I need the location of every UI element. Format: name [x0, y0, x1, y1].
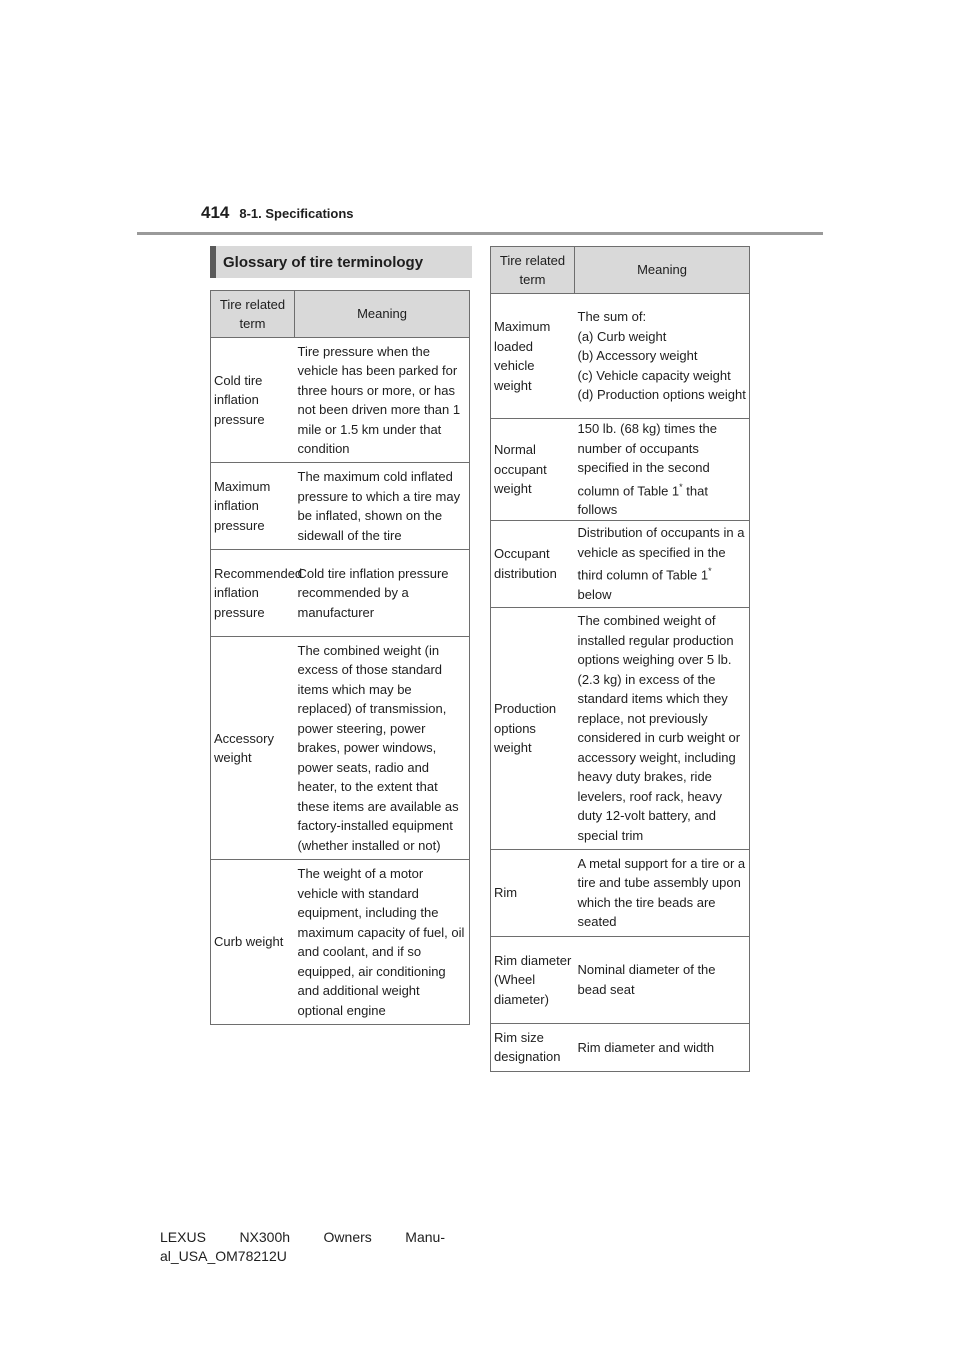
meaning-line: Distribution of occupants in a vehicle as specified in the third column of Table 1* below [577, 525, 745, 602]
table-row [491, 419, 750, 521]
term-cell: Occupant distribution [491, 520, 575, 607]
term-cell: Curb weight [211, 860, 295, 1025]
meaning-line: A metal support for a tire or a tire and tube assembly upon which the tire beads are seated [577, 855, 746, 930]
meaning-cell [575, 849, 750, 936]
term-column-header: Tire related term [211, 291, 295, 338]
term-cell: Maximum inflation pressure [211, 463, 295, 550]
meaning-cell [575, 419, 750, 521]
meaning-line: 150 lb. (68 kg) times the number of occupants specified in the second column of Table 1* that follows [577, 421, 717, 518]
footer-manual-title [160, 1228, 445, 1247]
term-cell: Rim size designation [491, 1023, 575, 1071]
footer-word: Owners [323, 1229, 372, 1245]
meaning-column-header: Meaning [295, 291, 470, 338]
table-row [211, 550, 470, 637]
glossary-table-right [490, 246, 750, 1072]
meaning-line: (b) Accessory weight [577, 348, 698, 364]
meaning-cell: The maximum cold inflated pressure to which a tire may be inflated, shown on the sidewall of the tire [295, 463, 470, 550]
footer-manual-code: al_USA_OM78212U [160, 1248, 287, 1264]
header-rule [137, 232, 823, 235]
glossary-table-left [210, 290, 470, 1025]
footer-word: LEXUS [160, 1229, 206, 1245]
table-row [211, 860, 470, 1025]
meaning-cell [575, 1023, 750, 1071]
term-cell: Rim diameter (Wheel diameter) [491, 936, 575, 1023]
meaning-cell [575, 520, 750, 607]
term-cell: Cold tire inflation pressure [211, 338, 295, 463]
table-row [491, 607, 750, 849]
table-row [211, 637, 470, 860]
meaning-cell: The weight of a motor vehicle with standard equipment, including the maximum capacity of fuel, oil and coolant, and if so equipped, air conditioning and additional weight optional engine [295, 860, 470, 1025]
meaning-column-header: Meaning [575, 247, 750, 294]
meaning-line: (d) Production options weight [577, 387, 746, 403]
meaning-cell [575, 607, 750, 849]
table-header-row [211, 291, 470, 338]
table-row [491, 936, 750, 1023]
glossary-left-body [211, 338, 470, 1025]
meaning-cell: Tire pressure when the vehicle has been parked for three hours or more, or has not been driven more than 1 mile or 1.5 km under that condition [295, 338, 470, 463]
term-cell: Normal occupant weight [491, 419, 575, 521]
meaning-line: The sum of: [577, 309, 647, 325]
page-number: 414 [201, 203, 230, 222]
page-footer [160, 1228, 460, 1266]
meaning-line: (a) Curb weight [577, 328, 667, 344]
table-row [211, 463, 470, 550]
section-title: 8-1. Specifications [239, 206, 354, 221]
term-cell: Maximum loaded vehicle weight [491, 294, 575, 419]
table-row [491, 520, 750, 607]
meaning-cell: Cold tire inflation pressure recommended by a manufacturer [295, 550, 470, 637]
term-cell: Recommended inflation pressure [211, 550, 295, 637]
meaning-line: The combined weight of installed regular production options weighing over 5 lb. (2.3 kg) in excess of the standard items which they replace, not previously considered in curb weight or accessory weight, including heavy duty brakes, ride levelers, roof rack, heavy duty 12-volt battery, and special trim [577, 613, 741, 843]
glossary-right-body [491, 294, 750, 1072]
meaning-cell: The combined weight (in excess of those standard items which may be replaced) of transmission, power steering, power brakes, power windows, power seats, radio and heater, to the extent that these items are available as factory-installed equipment (whether installed or not) [295, 637, 470, 860]
term-cell: Production options weight [491, 607, 575, 849]
footer-word: Manu- [405, 1229, 445, 1245]
table-row [491, 294, 750, 419]
page-header [201, 203, 354, 231]
meaning-line: Nominal diameter of the bead seat [577, 962, 716, 997]
table-header-row [491, 247, 750, 294]
meaning-line: (c) Vehicle capacity weight [577, 367, 731, 383]
table-row [491, 1023, 750, 1071]
term-cell: Rim [491, 849, 575, 936]
meaning-cell [575, 294, 750, 419]
glossary-heading: Glossary of tire terminology [210, 246, 472, 278]
term-column-header: Tire related term [491, 247, 575, 294]
table-row [491, 849, 750, 936]
footer-word: NX300h [239, 1229, 291, 1245]
table-row [211, 338, 470, 463]
meaning-cell [575, 936, 750, 1023]
term-cell: Accessory weight [211, 637, 295, 860]
meaning-line: Rim diameter and width [577, 1039, 715, 1055]
